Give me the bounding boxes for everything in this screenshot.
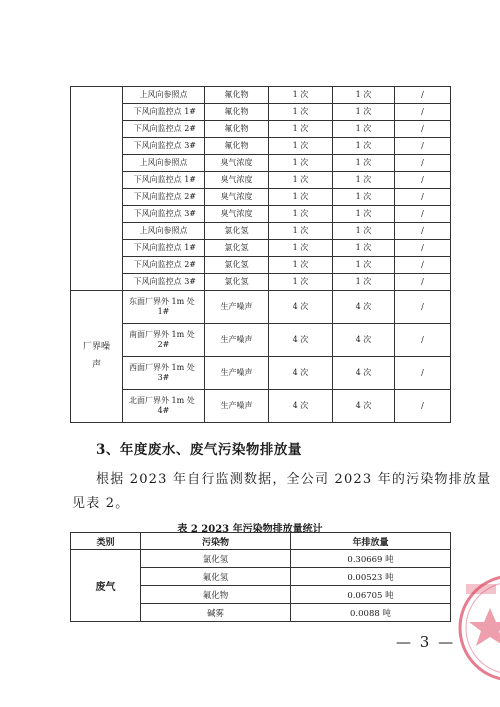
frequency: 1 次 <box>333 240 395 257</box>
monitoring-item: 氟化物 <box>205 87 269 104</box>
table-row <box>71 104 451 121</box>
monitoring-point <box>123 324 205 357</box>
monitoring-point <box>123 357 205 390</box>
frequency: 1 次 <box>269 257 333 274</box>
note: / <box>395 172 451 189</box>
monitoring-item: 生产噪声 <box>205 390 269 423</box>
frequency: 1 次 <box>333 104 395 121</box>
frequency: 1 次 <box>269 138 333 155</box>
table-row <box>71 189 451 206</box>
frequency: 1 次 <box>333 121 395 138</box>
frequency: 1 次 <box>269 189 333 206</box>
note: / <box>395 257 451 274</box>
point-line2: 4# <box>157 406 170 415</box>
frequency: 1 次 <box>269 274 333 291</box>
point-line2: 2# <box>157 340 170 349</box>
frequency: 4 次 <box>333 291 395 324</box>
frequency: 4 次 <box>269 357 333 390</box>
point-line2: 3# <box>157 373 170 382</box>
frequency: 1 次 <box>333 274 395 291</box>
point-line2: 1# <box>157 307 170 316</box>
monitoring-item: 臭气浓度 <box>205 189 269 206</box>
table-header-row <box>71 533 451 550</box>
table-row <box>71 390 451 423</box>
frequency: 1 次 <box>269 104 333 121</box>
monitoring-point: 上风向参照点 <box>123 155 205 172</box>
note: / <box>395 155 451 172</box>
pollutant: 氟化物 <box>141 586 291 604</box>
monitoring-item: 氯化氢 <box>205 223 269 240</box>
point-line1: 西面厂界外 1m 处 <box>129 362 195 372</box>
note: / <box>395 189 451 206</box>
monitoring-item: 氯化氢 <box>205 274 269 291</box>
annual-amount: 0.0088 吨 <box>291 604 451 622</box>
monitoring-item: 臭气浓度 <box>205 206 269 223</box>
monitoring-item: 生产噪声 <box>205 291 269 324</box>
monitoring-item: 氟化物 <box>205 138 269 155</box>
note: / <box>395 390 451 423</box>
monitoring-point: 下风向监控点 1# <box>123 172 205 189</box>
table-row <box>71 274 451 291</box>
monitoring-point <box>123 291 205 324</box>
seal-graphic-icon <box>442 570 500 680</box>
page-number: — 3 — <box>396 633 456 651</box>
frequency: 1 次 <box>269 223 333 240</box>
monitoring-point: 下风向监控点 3# <box>123 138 205 155</box>
pollutant: 碱雾 <box>141 604 291 622</box>
annual-amount: 0.00523 吨 <box>291 568 451 586</box>
note: / <box>395 274 451 291</box>
paragraph-line-1: 根据 2023 年自行监测数据，全公司 2023 年的污染物排放量 <box>96 472 492 487</box>
frequency: 1 次 <box>333 257 395 274</box>
frequency: 1 次 <box>269 206 333 223</box>
paragraph-line-2: 见表 2。 <box>72 496 130 511</box>
table-row <box>71 357 451 390</box>
frequency: 4 次 <box>333 324 395 357</box>
monitoring-point: 下风向监控点 3# <box>123 274 205 291</box>
note: / <box>395 223 451 240</box>
noise-category-cell <box>71 291 123 423</box>
monitoring-point: 下风向监控点 2# <box>123 257 205 274</box>
table-row <box>71 155 451 172</box>
table-row <box>71 257 451 274</box>
annual-amount: 0.06705 吨 <box>291 586 451 604</box>
monitoring-item: 氯化氢 <box>205 240 269 257</box>
point-line1: 东面厂界外 1m 处 <box>129 296 195 306</box>
column-header: 年排放量 <box>291 533 451 550</box>
frequency: 4 次 <box>333 357 395 390</box>
frequency: 1 次 <box>333 189 395 206</box>
monitoring-point <box>123 390 205 423</box>
monitoring-item: 氟化物 <box>205 104 269 121</box>
frequency: 1 次 <box>269 121 333 138</box>
frequency: 1 次 <box>333 155 395 172</box>
note: / <box>395 291 451 324</box>
official-seal-stamp <box>442 570 500 680</box>
frequency: 4 次 <box>269 324 333 357</box>
frequency: 1 次 <box>269 172 333 189</box>
frequency: 4 次 <box>269 291 333 324</box>
emission-table <box>70 532 451 622</box>
note: / <box>395 121 451 138</box>
monitoring-frequency-table <box>70 86 451 423</box>
table-row <box>71 291 451 324</box>
frequency: 4 次 <box>333 390 395 423</box>
column-header: 类别 <box>71 533 141 550</box>
point-line1: 南面厂界外 1m 处 <box>129 329 195 339</box>
monitoring-point: 下风向监控点 2# <box>123 189 205 206</box>
note: / <box>395 324 451 357</box>
monitoring-item: 臭气浓度 <box>205 172 269 189</box>
table-row <box>71 240 451 257</box>
monitoring-point: 下风向监控点 2# <box>123 121 205 138</box>
frequency: 4 次 <box>269 390 333 423</box>
table-row <box>71 324 451 357</box>
monitoring-item: 臭气浓度 <box>205 155 269 172</box>
frequency: 1 次 <box>269 87 333 104</box>
frequency: 1 次 <box>269 240 333 257</box>
monitoring-point: 上风向参照点 <box>123 87 205 104</box>
table-row <box>71 138 451 155</box>
frequency: 1 次 <box>333 87 395 104</box>
table-row <box>71 172 451 189</box>
point-line1: 北面厂界外 1m 处 <box>129 395 195 405</box>
note: / <box>395 87 451 104</box>
table-row <box>71 223 451 240</box>
frequency: 1 次 <box>333 223 395 240</box>
annual-amount: 0.30669 吨 <box>291 550 451 568</box>
section-heading: 3、年度废水、废气污染物排放量 <box>96 442 302 458</box>
column-header: 污染物 <box>141 533 291 550</box>
category-cell-empty <box>71 87 123 291</box>
note: / <box>395 357 451 390</box>
monitoring-item: 氟化物 <box>205 121 269 138</box>
frequency: 1 次 <box>333 172 395 189</box>
table-row <box>71 550 451 568</box>
monitoring-point: 下风向监控点 1# <box>123 240 205 257</box>
monitoring-point: 下风向监控点 3# <box>123 206 205 223</box>
frequency: 1 次 <box>269 155 333 172</box>
frequency: 1 次 <box>333 138 395 155</box>
pollutant: 氯化氢 <box>141 550 291 568</box>
note: / <box>395 240 451 257</box>
monitoring-item: 生产噪声 <box>205 357 269 390</box>
table-row <box>71 206 451 223</box>
table-row <box>71 87 451 104</box>
monitoring-point: 下风向监控点 1# <box>123 104 205 121</box>
monitoring-point: 上风向参照点 <box>123 223 205 240</box>
note: / <box>395 206 451 223</box>
note: / <box>395 138 451 155</box>
table-row <box>71 121 451 138</box>
category-cell: 废气 <box>71 550 141 622</box>
noise-category-label: 厂界噪声 <box>82 342 110 370</box>
monitoring-item: 生产噪声 <box>205 324 269 357</box>
note: / <box>395 104 451 121</box>
pollutant: 氟化氢 <box>141 568 291 586</box>
table-caption: 表 2 2023 年污染物排放量统计 <box>177 524 323 535</box>
frequency: 1 次 <box>333 206 395 223</box>
monitoring-item: 氯化氢 <box>205 257 269 274</box>
